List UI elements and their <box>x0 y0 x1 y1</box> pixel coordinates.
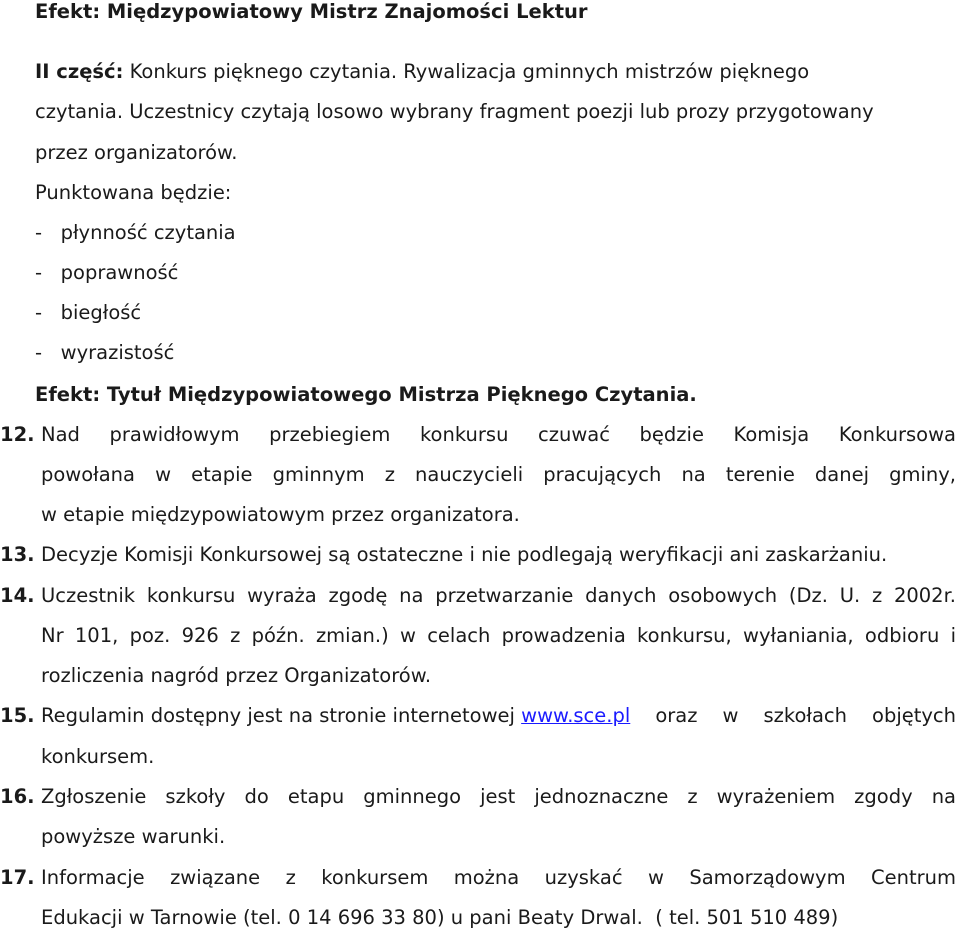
item-15-text-post: oraz w szkołach objętych <box>630 704 956 727</box>
item-13-line-1: Decyzje Komisji Konkursowej są ostateczne i nie podlegają weryfikacji ani zaskarżaniu. <box>41 543 888 566</box>
item-12-line-2: powołana w etapie gminnym z nauczycieli pracujących na terenie danej gminy, <box>41 463 956 486</box>
part2-line-3: przez organizatorów. <box>35 141 238 164</box>
item-16-line-1: Zgłoszenie szkoły do etapu gminnego jest jednoznaczne z wyrażeniem zgody na <box>41 785 956 808</box>
item-15-line-1 <box>41 704 956 728</box>
efekt-reading: Efekt: Tytuł Międzypowiatowego Mistrza Pięknego Czytania. <box>35 383 697 406</box>
item-17-number: 17. <box>0 866 35 889</box>
part2-line-1 <box>35 60 809 84</box>
criterion-correctness: - poprawność <box>35 261 179 284</box>
item-17-line-2: Edukacji w Tarnowie (tel. 0 14 696 33 80) u pani Beaty Drwal. ( tel. 501 510 489) <box>41 906 839 929</box>
item-12-line-3: w etapie międzypowiatowym przez organizatora. <box>41 503 520 526</box>
item-16-line-2: powyższe warunki. <box>41 825 226 848</box>
item-17-line-1: Informacje związane z konkursem można uzyskać w Samorządowym Centrum <box>41 866 956 889</box>
part2-text-1: Konkurs pięknego czytania. Rywalizacja gminnych mistrzów pięknego <box>123 60 810 83</box>
item-12-number: 12. <box>0 423 35 446</box>
efekt-lektur: Efekt: Międzypowiatowy Mistrz Znajomości Lektur <box>35 0 588 23</box>
item-16-number: 16. <box>0 785 35 808</box>
item-14-line-2: Nr 101, poz. 926 z późn. zmian.) w celach prowadzenia konkursu, wyłaniania, odbioru i <box>41 624 956 647</box>
item-12-line-1: Nad prawidłowym przebiegiem konkursu czuwać będzie Komisja Konkursowa <box>41 423 956 446</box>
item-15-text-pre: Regulamin dostępny jest na stronie internetowej <box>41 704 522 727</box>
item-13-number: 13. <box>0 543 35 566</box>
scored-label: Punktowana będzie: <box>35 181 232 204</box>
item-14-number: 14. <box>0 584 35 607</box>
item-15-line-2: konkursem. <box>41 745 155 768</box>
criterion-expressiveness: - wyrazistość <box>35 341 175 364</box>
criterion-proficiency: - biegłość <box>35 301 142 324</box>
item-14-line-3: rozliczenia nagród przez Organizatorów. <box>41 664 432 687</box>
item-14-line-1: Uczestnik konkursu wyraża zgodę na przetwarzanie danych osobowych (Dz. U. z 2002r. <box>41 584 956 607</box>
part2-label: II część: <box>35 60 124 83</box>
criterion-fluency: - płynność czytania <box>35 221 236 244</box>
part2-line-2: czytania. Uczestnicy czytają losowo wybrany fragment poezji lub prozy przygotowany <box>35 100 874 123</box>
item-15-number: 15. <box>0 704 35 727</box>
sce-website-link[interactable]: www.sce.pl <box>521 704 631 727</box>
